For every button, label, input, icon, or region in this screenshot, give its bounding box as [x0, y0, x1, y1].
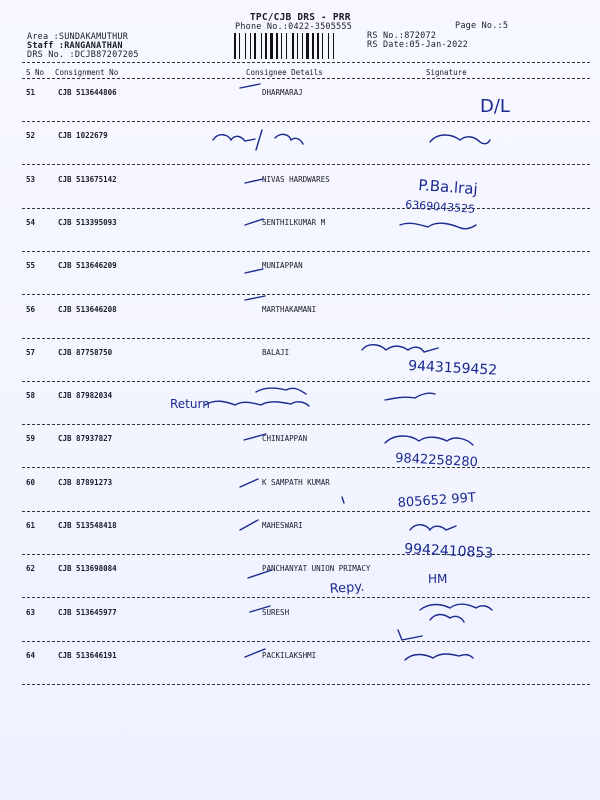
- sig-name-53: P.Ba.lraj: [417, 176, 479, 199]
- row-serial: 55: [26, 261, 36, 271]
- row-consignee: PANCHANYAT UNION PRIMACY: [262, 564, 371, 574]
- row-consignment: CJB 87891273: [58, 477, 113, 487]
- row-consignment: CJB 513644806: [58, 88, 117, 97]
- sig-hm-62: HM: [428, 572, 448, 586]
- sig-phone-57: 9443159452: [407, 358, 498, 379]
- row-consignment: CJB 87758750: [58, 347, 113, 357]
- row-consignee: DHARMARAJ: [262, 88, 303, 97]
- sig-phone-53: 6369043525: [404, 198, 476, 216]
- row-consignment: CJB 87982034: [58, 391, 113, 401]
- row-consignee: CHINIAPPAN: [262, 434, 308, 444]
- row-consignee: BALAJI: [262, 347, 290, 357]
- row-consignee: SENTHILKUMAR M: [262, 217, 326, 227]
- row-consignee: MAHESWARI: [262, 521, 303, 530]
- delivered-mark: D/L: [480, 96, 510, 117]
- sig-phone-59: 9842258280: [394, 451, 479, 471]
- row-serial: 51: [26, 88, 36, 97]
- col-signature: Signature: [426, 68, 467, 77]
- row-serial: 54: [26, 217, 36, 227]
- row-serial: 60: [26, 477, 36, 487]
- col-consignee: Consignee Details: [246, 68, 323, 77]
- col-consignment: Consignment No: [55, 68, 119, 77]
- staff-field: Staff :RANGANATHAN: [27, 41, 123, 51]
- row-consignment: CJB 513646191: [58, 650, 117, 660]
- row-serial: 56: [26, 304, 36, 314]
- sig-note-62: Repy.: [329, 579, 365, 597]
- sig-phone-61: 9942410853: [403, 541, 494, 562]
- row-serial: 57: [26, 347, 36, 357]
- area-field: Area :SUNDAKAMUTHUR: [27, 32, 129, 42]
- return-note: Return: [170, 397, 210, 411]
- row-consignment: CJB 513548418: [58, 521, 117, 530]
- col-sno: S No: [26, 68, 45, 77]
- page-number: Page No.:5: [455, 21, 509, 31]
- row-serial: 62: [26, 564, 36, 574]
- row-serial: 58: [26, 391, 36, 401]
- row-serial: 53: [26, 174, 36, 184]
- row-serial: 52: [26, 131, 36, 141]
- sig-phone-60: 805652 99T: [397, 490, 477, 511]
- row-consignment: CJB 87937827: [58, 434, 113, 444]
- row-serial: 61: [26, 521, 36, 530]
- row-consignee: K SAMPATH KUMAR: [262, 477, 330, 487]
- row-consignment: CJB 513645977: [58, 607, 117, 617]
- rs-number: RS No.:872072: [367, 31, 437, 41]
- row-consignee: SURESH: [262, 607, 290, 617]
- row-consignee: MUNIAPPAN: [262, 261, 303, 271]
- row-consignee: PACKILAKSHMI: [262, 650, 317, 660]
- phone-number: Phone No.:0422-3505555: [235, 22, 352, 32]
- row-consignee: NIVAS HARDWARES: [262, 174, 330, 184]
- rs-date: RS Date:05-Jan-2022: [367, 40, 469, 50]
- row-serial: 64: [26, 650, 36, 660]
- document-title: TPC/CJB DRS - PRR: [250, 12, 351, 23]
- row-consignee: MARTHAKAMANI: [262, 304, 317, 314]
- row-consignment: CJB 513698084: [58, 564, 117, 574]
- row-serial: 59: [26, 434, 36, 444]
- row-consignment: CJB 513646208: [58, 304, 117, 314]
- row-consignment: CJB 1022679: [58, 131, 108, 141]
- drs-number: DRS No. :DCJB87207205: [27, 50, 139, 60]
- row-consignment: CJB 513395093: [58, 217, 117, 227]
- row-serial: 63: [26, 607, 36, 617]
- row-consignment: CJB 513675142: [58, 174, 117, 184]
- row-consignment: CJB 513646209: [58, 261, 117, 271]
